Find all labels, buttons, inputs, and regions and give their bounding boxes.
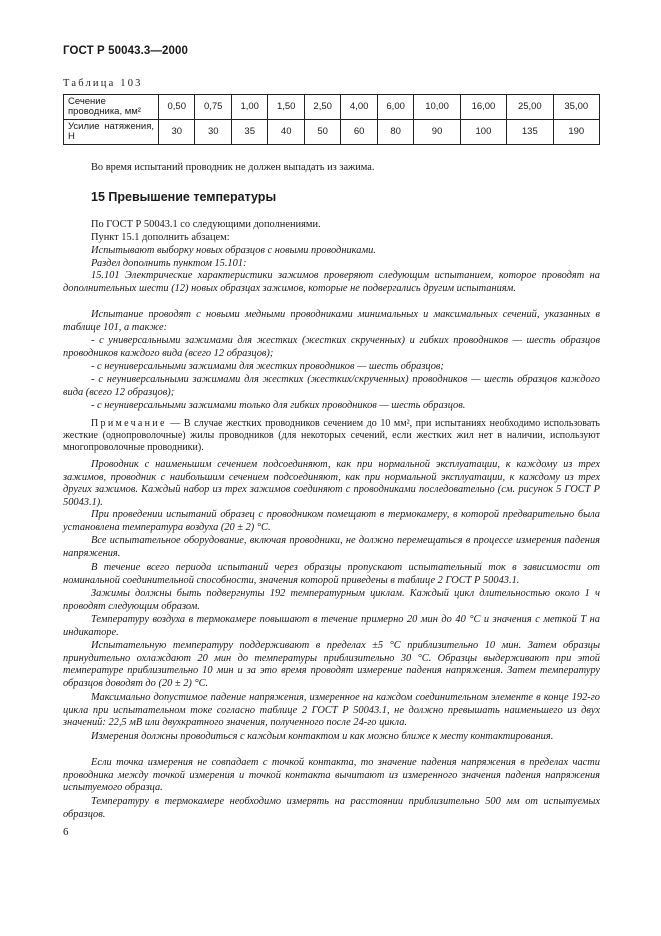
table-cell: 135 bbox=[507, 120, 553, 145]
note-text: — В случае жестких проводников сечением до 10 мм², при испытаниях необходимо использовать жесткие (однопроволочные) жилы проводников (для некоторых сечений, если жестких жил нет в наличии, используют многопроволочные проводники). bbox=[63, 418, 600, 454]
table-cell: 40 bbox=[268, 120, 304, 145]
paragraph: В течение всего периода испытаний через образцы пропускают испытательный ток в зависимости от номинальной соединительной способности, значения которой приведены в таблице 2 ГОСТ Р 50043.1. bbox=[63, 562, 600, 586]
paragraph: По ГОСТ Р 50043.1 со следующими дополнениями. bbox=[91, 219, 321, 230]
list-item: - с универсальными зажимами для жестких (жестких скрученных) и гибких проводников — шесть образцов проводников каждого вида (всего 12 образцов); bbox=[63, 335, 600, 359]
table-cell: 90 bbox=[414, 120, 460, 145]
paragraph: Испытание проводят с новыми медными проводниками минимальных и максимальных сечений, указанных в таблице 101, а также: bbox=[63, 309, 600, 333]
table-cell: 35,00 bbox=[553, 95, 599, 120]
paragraph: Все испытательное оборудование, включая проводники, не должно перемещаться в процессе измерения падения напряжения. bbox=[63, 535, 600, 559]
table-cell: 80 bbox=[377, 120, 413, 145]
table-row bbox=[64, 95, 600, 120]
document-header: ГОСТ Р 50043.3—2000 bbox=[63, 45, 188, 57]
row-label-cross-section: Сечение проводника, мм² bbox=[64, 95, 159, 120]
table-cell: 0,50 bbox=[159, 95, 195, 120]
paragraph: Если точка измерения не совпадает с точкой контакта, то значение падения напряжения в пределах части проводника между точкой измерения и точкой контакта вычитают из измеренного значения падения напряжения испытуемого образца. bbox=[63, 757, 600, 794]
table-cell: 10,00 bbox=[414, 95, 460, 120]
list-item: - с неуниверсальными зажимами только для гибких проводников — шесть образцов. bbox=[91, 400, 466, 411]
paragraph: Зажимы должны быть подвергнуты 192 температурным циклам. Каждый цикл длительностью около 1 ч проводят следующим образом. bbox=[63, 588, 600, 612]
section-title: 15 Превышение температуры bbox=[91, 190, 277, 204]
table-cell: 1,00 bbox=[231, 95, 267, 120]
paragraph: Испытательную температуру поддерживают в пределах ±5 °С приблизительно 10 мин. Затем образцы принудительно охлаждают 20 мин до температуры приблизительно 30 °С. Образцы выдерживают при этой температуре приблизительно 10 мин и за это время проводят измерение падения напряжения. Затем температуру образцов доводят до (20 ± 2) °С. bbox=[63, 640, 600, 689]
table-cell: 0,75 bbox=[195, 95, 231, 120]
table-cell: 25,00 bbox=[507, 95, 553, 120]
table-cell: 100 bbox=[460, 120, 506, 145]
table-cell: 30 bbox=[195, 120, 231, 145]
paragraph: Измерения должны проводиться с каждым контактом и как можно ближе к месту контактирования. bbox=[91, 731, 554, 742]
table-103 bbox=[63, 94, 600, 145]
paragraph: Раздел дополнить пунктом 15.101: bbox=[91, 258, 247, 269]
table-cell: 35 bbox=[231, 120, 267, 145]
table-cell: 1,50 bbox=[268, 95, 304, 120]
table-cell: 190 bbox=[553, 120, 599, 145]
list-item: - с неуниверсальными зажимами для жестких проводников — шесть образцов; bbox=[91, 361, 444, 372]
note bbox=[63, 418, 600, 455]
table-caption: Таблица 103 bbox=[63, 78, 143, 89]
table-cell: 6,00 bbox=[377, 95, 413, 120]
page-number: 6 bbox=[63, 826, 69, 838]
table-cell: 16,00 bbox=[460, 95, 506, 120]
paragraph-after-table: Во время испытаний проводник не должен выпадать из зажима. bbox=[91, 162, 375, 173]
paragraph: Испытывают выборку новых образцов с новыми проводниками. bbox=[91, 245, 376, 256]
table-cell: 4,00 bbox=[341, 95, 377, 120]
paragraph: Пункт 15.1 дополнить абзацем: bbox=[91, 232, 230, 243]
row-label-pull-force: Усилие натяжения, Н bbox=[64, 120, 159, 145]
table-cell: 60 bbox=[341, 120, 377, 145]
table-cell: 2,50 bbox=[304, 95, 340, 120]
paragraph: Проводник с наименьшим сечением подсоединяют, как при нормальной эксплуатации, к каждому из трех зажимов, проводник с наибольшим сечением подсоединяют, как при нормальной эксплуатации, к каждому из трех других зажимов. Каждый набор из трех зажимов соединяют с проводниками последовательно (см. рисунок 5 ГОСТ Р 50043.1). bbox=[63, 459, 600, 508]
note-label: Примечание bbox=[91, 418, 167, 429]
paragraph: Температуру в термокамере необходимо измерять на расстоянии приблизительно 500 мм от испытуемых образцов. bbox=[63, 796, 600, 820]
paragraph: Максимально допустимое падение напряжения, измеренное на каждом соединительном элементе в конце 192-го цикла при испытательном токе согласно таблице 2 ГОСТ Р 50043.1, не должно превышать наименьшего из двух значений: 22,5 мВ или двухкратного значения, полученного после 24-го цикла. bbox=[63, 692, 600, 729]
list-item: - с неуниверсальными зажимами для жестких (жестких/скрученных) проводников — шесть образцов каждого вида (всего 12 образцов); bbox=[63, 374, 600, 398]
table-cell: 50 bbox=[304, 120, 340, 145]
table-cell: 30 bbox=[159, 120, 195, 145]
paragraph: Температуру воздуха в термокамере повышают в течение примерно 20 мин до 40 °С и значения с меткой Т на индикаторе. bbox=[63, 614, 600, 638]
paragraph: 15.101 Электрические характеристики зажимов проверяют следующим испытанием, которое проводят на дополнительных шести (12) новых образцах зажимов, которые не подвергались другим испытаниям. bbox=[63, 270, 600, 294]
paragraph: При проведении испытаний образец с проводником помещают в термокамеру, в которой предварительно была установлена температура воздуха (20 ± 2) °С. bbox=[63, 509, 600, 533]
table-row bbox=[64, 120, 600, 145]
